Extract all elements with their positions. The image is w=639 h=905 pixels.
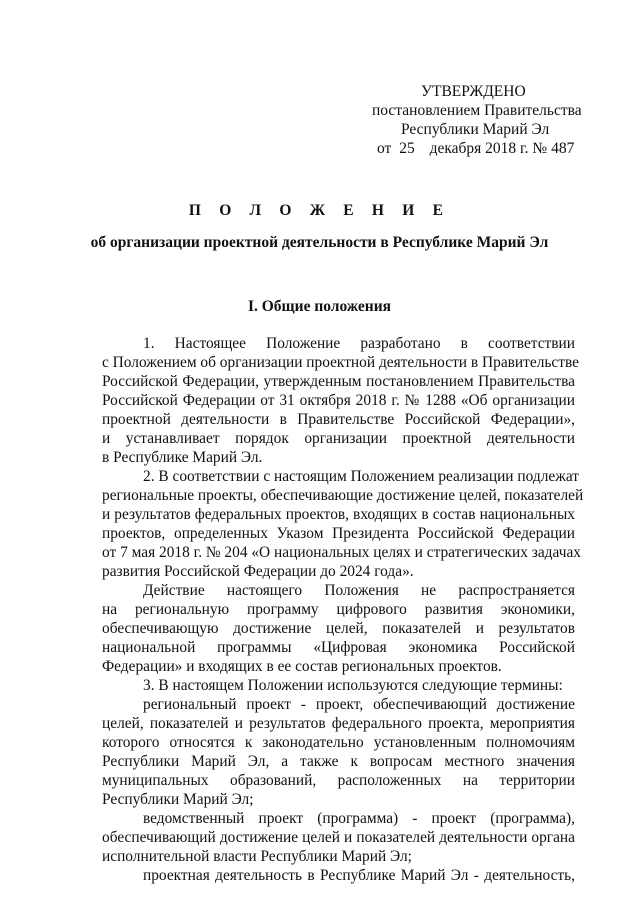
body-line: Российской Федерации, утвержденным постановлением Правительства bbox=[102, 373, 575, 390]
body-line: Республики Марий Эл; bbox=[102, 791, 254, 808]
section-heading: I. Общие положения bbox=[247, 298, 392, 315]
body-line: с Положением об организации проектной деятельности в Правительстве bbox=[102, 354, 579, 371]
approval-line-republic: Республики Марий Эл bbox=[401, 121, 550, 138]
approval-date-line bbox=[370, 139, 600, 158]
body-line: региональный проект - проект, обеспечивающий достижение bbox=[143, 696, 575, 713]
document-title: П О Л О Ж Е Н И Е bbox=[188, 202, 451, 219]
body-line: целей, показателей и результатов федерального проекта, мероприятия bbox=[102, 715, 575, 732]
body-line: 3. В настоящем Положении используются следующие термины: bbox=[143, 677, 563, 694]
body-line: 2. В соответствии с настоящим Положением реализации подлежат bbox=[143, 468, 580, 485]
body-line: на региональную программу цифрового развития экономики, bbox=[102, 601, 575, 618]
body-line: в Республике Марий Эл. bbox=[102, 449, 263, 466]
body-line: Российской Федерации от 31 октября 2018 г. № 1288 «Об организации bbox=[102, 392, 575, 409]
body-line: проектов, определенных Указом Президента Российской Федерации bbox=[102, 525, 575, 542]
body-line: Федерации» и входящих в ее состав региональных проектов. bbox=[102, 658, 502, 675]
body-line: развития Российской Федерации до 2024 года». bbox=[102, 563, 414, 580]
body-line: и устанавливает порядок организации проектной деятельности bbox=[102, 430, 575, 447]
body-line: и результатов федеральных проектов, входящих в состав национальных bbox=[102, 506, 575, 523]
body-line: проектная деятельность в Республике Марий Эл - деятельность, bbox=[143, 867, 575, 884]
body-line: региональные проекты, обеспечивающие достижение целей, показателей bbox=[102, 487, 584, 504]
body-text bbox=[102, 334, 584, 885]
approval-number: 487 bbox=[551, 140, 575, 157]
approval-status: УТВЕРЖДЕНО bbox=[421, 83, 526, 100]
approval-month-year: декабря 2018 г. № bbox=[429, 140, 548, 157]
approval-date-prefix: от bbox=[377, 140, 392, 157]
body-line: Республики Марий Эл, а также к вопросам местного значения bbox=[102, 753, 575, 770]
body-line: 1. Настоящее Положение разработано в соответствии bbox=[143, 335, 575, 352]
body-line: от 7 мая 2018 г. № 204 «О национальных целях и стратегических задачах bbox=[102, 544, 581, 561]
body-line: муниципальных образований, расположенных на территории bbox=[102, 772, 575, 789]
approval-block bbox=[370, 82, 600, 158]
approval-line-resolution: постановлением Правительства bbox=[372, 102, 582, 119]
body-line: обеспечивающую достижение целей, показателей и результатов bbox=[102, 620, 575, 637]
approval-day: 25 bbox=[399, 140, 415, 157]
body-line: ведомственный проект (программа) - проект (программа), bbox=[143, 810, 575, 827]
document-subtitle: об организации проектной деятельности в Республике Марий Эл bbox=[90, 234, 549, 251]
body-line: Действие настоящего Положения не распространяется bbox=[143, 582, 575, 599]
body-line: исполнительной власти Республики Марий Эл; bbox=[102, 848, 412, 865]
body-line: проектной деятельности в Правительстве Российской Федерации», bbox=[102, 411, 575, 428]
body-line: обеспечивающий достижение целей и показателей деятельности органа bbox=[102, 829, 575, 846]
body-line: национальной программы «Цифровая экономика Российской bbox=[102, 639, 575, 656]
body-line: которого относятся к законодательно установленным полномочиям bbox=[102, 734, 575, 751]
